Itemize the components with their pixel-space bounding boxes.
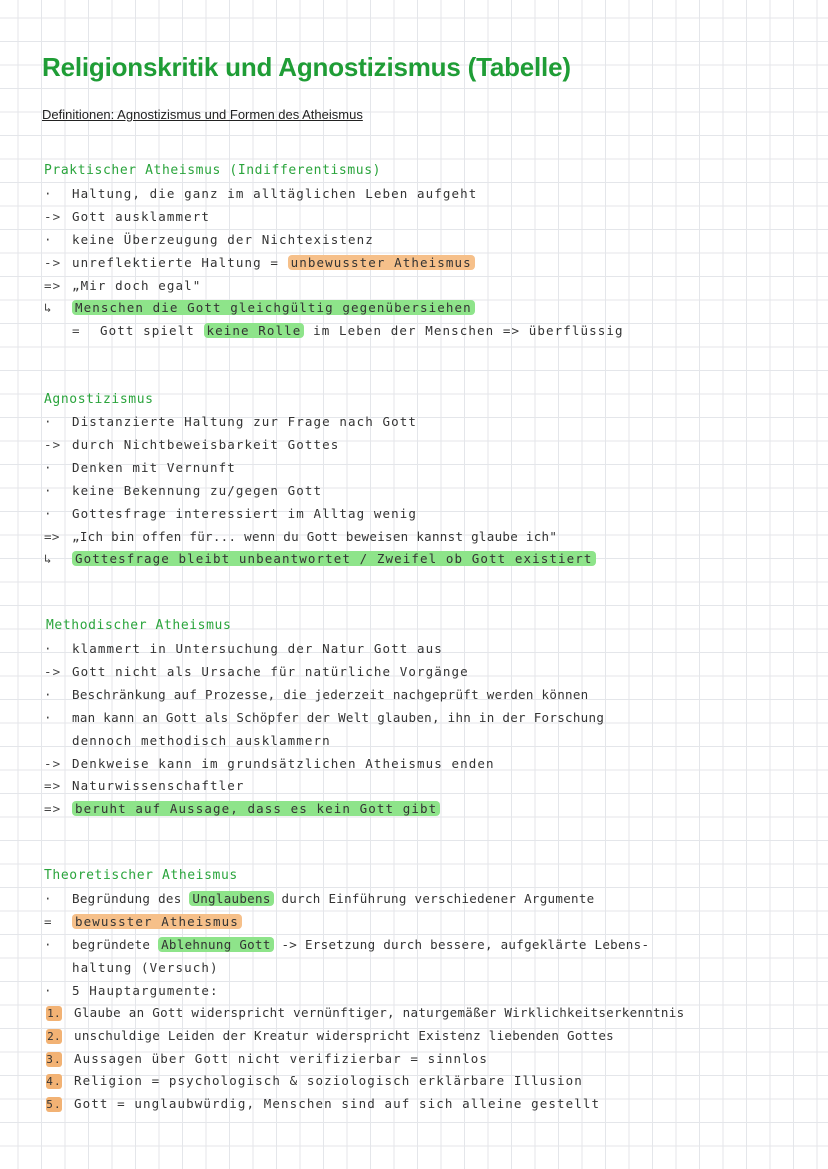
list-item: -> Gott ausklammert [44, 209, 211, 224]
list-item: ↳ Menschen die Gott gleichgültig gegenübersiehen [44, 300, 475, 315]
argument-item: 1. Glaube an Gott widerspricht vernünftiger, naturgemäßer Wirklichkeitserkenntnis [47, 1005, 685, 1020]
list-item: -> Denkweise kann im grundsätzlichen Atheismus enden [44, 756, 495, 771]
highlight-orange: unbewusster Atheismus [288, 255, 475, 270]
section-heading-praktischer-atheismus: Praktischer Atheismus (Indifferentismus) [44, 163, 382, 178]
list-item: haltung (Versuch) [72, 960, 219, 975]
list-item: -> unreflektierte Haltung = unbewusster Atheismus [44, 255, 475, 270]
list-item: -> durch Nichtbeweisbarkeit Gottes [44, 437, 340, 452]
number-badge: 4. [46, 1075, 62, 1088]
list-item: = bewusster Atheismus [44, 914, 242, 929]
list-item: · Gottesfrage interessiert im Alltag wenig [44, 506, 418, 521]
argument-item: 3. Aussagen über Gott nicht verifizierbar = sinnlos [46, 1051, 489, 1066]
list-item: -> Gott nicht als Ursache für natürliche Vorgänge [44, 664, 469, 679]
list-item: => „Ich bin offen für... wenn du Gott beweisen kannst glaube ich" [44, 529, 558, 544]
list-item: · keine Überzeugung der Nichtexistenz [44, 232, 374, 247]
argument-item: 4. Religion = psychologisch & soziologisch erklärbare Illusion [46, 1073, 583, 1088]
section-heading-agnostizismus: Agnostizismus [44, 392, 154, 407]
page-subtitle: Definitionen: Agnostizismus und Formen des Atheismus [42, 107, 363, 122]
list-item: · begründete Ablehnung Gott -> Ersetzung durch bessere, aufgeklärte Lebens- [44, 937, 650, 952]
list-item: = Gott spielt keine Rolle im Leben der Menschen => überflüssig [72, 323, 624, 338]
list-item: · Distanzierte Haltung zur Frage nach Gott [44, 414, 418, 429]
highlight-green: Menschen die Gott gleichgültig gegenübersiehen [72, 300, 475, 315]
section-heading-methodischer-atheismus: Methodischer Atheismus [46, 618, 232, 633]
section-heading-theoretischer-atheismus: Theoretischer Atheismus [44, 868, 238, 883]
list-item: · Haltung, die ganz im alltäglichen Leben aufgeht [44, 186, 478, 201]
number-badge: 3. [46, 1053, 62, 1066]
highlight-green: Gottesfrage bleibt unbeantwortet / Zweifel ob Gott existiert [72, 551, 596, 566]
list-item: · keine Bekennung zu/gegen Gott [44, 483, 323, 498]
list-item: · man kann an Gott als Schöpfer der Welt glauben, ihn in der Forschung [44, 710, 605, 725]
list-item: => Naturwissenschaftler [44, 778, 245, 793]
list-item: · klammert in Untersuchung der Natur Gott aus [44, 641, 443, 656]
argument-item: 5. Gott = unglaubwürdig, Menschen sind auf sich alleine gestellt [46, 1096, 601, 1111]
list-item: · Begründung des Unglaubens durch Einführung verschiedener Argumente [44, 891, 595, 906]
list-item: => beruht auf Aussage, dass es kein Gott gibt [44, 801, 440, 816]
list-item: · Beschränkung auf Prozesse, die jederzeit nachgeprüft werden können [44, 687, 589, 702]
highlight-orange: bewusster Atheismus [72, 914, 242, 929]
number-badge: 2. [47, 1030, 61, 1043]
page-title: Religionskritik und Agnostizismus (Tabelle) [42, 52, 571, 82]
list-item: · 5 Hauptargumente: [44, 983, 219, 998]
list-item: · Denken mit Vernunft [44, 460, 236, 475]
highlight-green: Unglaubens [189, 891, 273, 906]
highlight-green: keine Rolle [204, 323, 305, 338]
number-badge: 5. [46, 1098, 62, 1111]
list-item: => „Mir doch egal" [44, 278, 202, 293]
number-badge: 1. [47, 1007, 61, 1020]
list-item: ↳ Gottesfrage bleibt unbeantwortet / Zweifel ob Gott existiert [44, 551, 596, 566]
highlight-green: Ablehnung Gott [158, 937, 274, 952]
list-item: dennoch methodisch ausklammern [72, 733, 331, 748]
argument-item: 2. unschuldige Leiden der Kreatur widerspricht Existenz liebenden Gottes [47, 1028, 614, 1043]
highlight-green: beruht auf Aussage, dass es kein Gott gibt [72, 801, 440, 816]
